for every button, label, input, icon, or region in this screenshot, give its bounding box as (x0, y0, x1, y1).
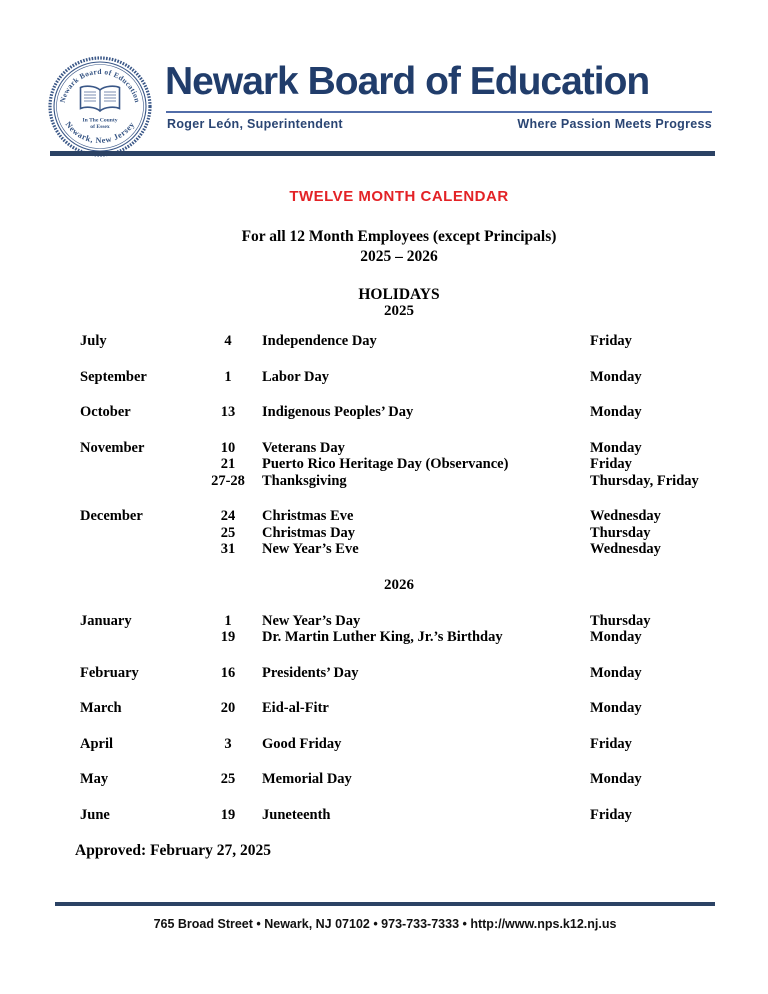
holiday-weekday: Monday (590, 771, 642, 787)
month-group (76, 807, 722, 824)
holiday-row (76, 440, 722, 457)
page-footer (55, 902, 715, 931)
month-group (76, 771, 722, 788)
holiday-date: 21 (220, 456, 236, 472)
holiday-name: Puerto Rico Heritage Day (Observance) (262, 456, 509, 472)
holiday-weekday: Friday (590, 333, 632, 349)
month-group (76, 333, 722, 350)
organization-title: Newark Board of Education (165, 60, 650, 103)
month-label: September (80, 368, 147, 385)
subtitle-line1: For all 12 Month Employees (except Principals) (241, 228, 557, 245)
holiday-weekday: Friday (590, 456, 632, 472)
title-underline (166, 111, 712, 113)
holiday-row (76, 807, 722, 824)
holiday-date: 19 (220, 629, 236, 645)
district-seal-logo (47, 55, 153, 158)
holiday-date: 25 (220, 524, 236, 541)
tagline: Where Passion Meets Progress (517, 117, 712, 131)
holiday-name: Thanksgiving (262, 472, 347, 489)
holiday-date: 3 (224, 735, 232, 752)
holiday-date: 4 (224, 333, 232, 349)
month-group (76, 440, 722, 490)
month-group (76, 665, 722, 682)
holiday-row (76, 369, 722, 386)
holiday-year-section (76, 303, 722, 558)
holiday-date: 24 (220, 508, 236, 524)
holiday-weekday: Thursday, Friday (590, 472, 699, 489)
holiday-weekday: Monday (590, 700, 642, 716)
month-label: July (80, 333, 107, 349)
approved-line: Approved: February 27, 2025 (75, 842, 272, 859)
month-label: December (80, 508, 143, 524)
holiday-weekday: Friday (590, 806, 632, 823)
holiday-date: 16 (220, 664, 236, 681)
holiday-date: 31 (220, 541, 236, 557)
holiday-weekday: Monday (590, 368, 642, 385)
seal-inner-line2: of Essex (90, 124, 110, 130)
holiday-date: 10 (220, 439, 236, 456)
holiday-row (76, 508, 722, 525)
holiday-weekday: Friday (590, 735, 632, 752)
holiday-name: Good Friday (262, 735, 342, 752)
year-heading: 2026 (384, 576, 414, 593)
holiday-weekday: Wednesday (590, 508, 661, 524)
holiday-name: Christmas Day (262, 524, 356, 541)
holiday-name: Dr. Martin Luther King, Jr.’s Birthday (262, 629, 503, 645)
holiday-name: Labor Day (262, 368, 330, 385)
holiday-row (76, 665, 722, 682)
holiday-weekday: Wednesday (590, 541, 661, 557)
holiday-name: Christmas Eve (262, 508, 354, 524)
holidays-heading: HOLIDAYS (358, 286, 440, 303)
holiday-weekday: Monday (590, 404, 642, 420)
holiday-weekday: Monday (590, 439, 642, 456)
month-label: January (80, 612, 132, 629)
holiday-row (76, 541, 722, 558)
holiday-name: Eid-al-Fitr (262, 700, 329, 716)
month-group (76, 369, 722, 386)
holiday-name: Presidents’ Day (262, 664, 359, 681)
subtitle-line2: 2025 – 2026 (360, 248, 438, 265)
holiday-name: Independence Day (262, 333, 377, 349)
month-group (76, 700, 722, 717)
footer-address: 765 Broad Street • Newark, NJ 07102 • 973-733-7333 • http://www.nps.k12.nj.us (153, 917, 617, 931)
holiday-row (76, 736, 722, 753)
month-label: April (80, 735, 114, 752)
seal-bottom-arc-text: Newark, New Jersey (63, 119, 137, 146)
holiday-name: Indigenous Peoples’ Day (262, 404, 414, 420)
holiday-date: 27-28 (211, 472, 245, 489)
month-label: February (80, 664, 139, 681)
month-label: May (80, 771, 109, 787)
holiday-date: 1 (224, 368, 232, 385)
month-label: June (80, 806, 110, 823)
holiday-row (76, 700, 722, 717)
holiday-weekday: Monday (590, 629, 642, 645)
holiday-name: New Year’s Eve (262, 541, 359, 557)
holiday-weekday: Thursday (590, 524, 651, 541)
open-book-icon (81, 86, 120, 111)
holiday-row (76, 473, 722, 490)
holiday-date: 25 (220, 771, 236, 787)
month-group (76, 613, 722, 646)
holiday-row (76, 613, 722, 630)
superintendent-line: Roger León, Superintendent (167, 117, 343, 131)
calendar-content (76, 156, 722, 859)
holiday-name: Juneteenth (262, 806, 331, 823)
month-group (76, 508, 722, 558)
holiday-row (76, 525, 722, 542)
holiday-row (76, 456, 722, 473)
holiday-date: 13 (220, 404, 236, 420)
holiday-name: Memorial Day (262, 771, 352, 787)
seal-top-arc-text: Newark Board of Education (57, 66, 143, 104)
holiday-row (76, 404, 722, 421)
holiday-date: 19 (220, 806, 236, 823)
month-label: November (80, 439, 145, 456)
holiday-sections (76, 303, 722, 823)
holiday-row (76, 629, 722, 646)
footer-rule (55, 902, 715, 906)
month-group (76, 736, 722, 753)
holiday-year-section (76, 577, 722, 824)
holiday-row (76, 771, 722, 788)
month-label: March (80, 700, 122, 716)
seal-inner-line1: In The County (82, 117, 118, 124)
document-title: TWELVE MONTH CALENDAR (289, 188, 509, 205)
holiday-row (76, 333, 722, 350)
year-heading: 2025 (384, 303, 414, 319)
letterhead (0, 0, 768, 158)
holiday-date: 20 (220, 700, 236, 716)
holiday-weekday: Monday (590, 664, 642, 681)
month-group (76, 404, 722, 421)
month-label: October (80, 404, 131, 420)
holiday-weekday: Thursday (590, 612, 651, 629)
holiday-name: New Year’s Day (262, 612, 361, 629)
holiday-date: 1 (224, 612, 232, 629)
holiday-name: Veterans Day (262, 439, 345, 456)
